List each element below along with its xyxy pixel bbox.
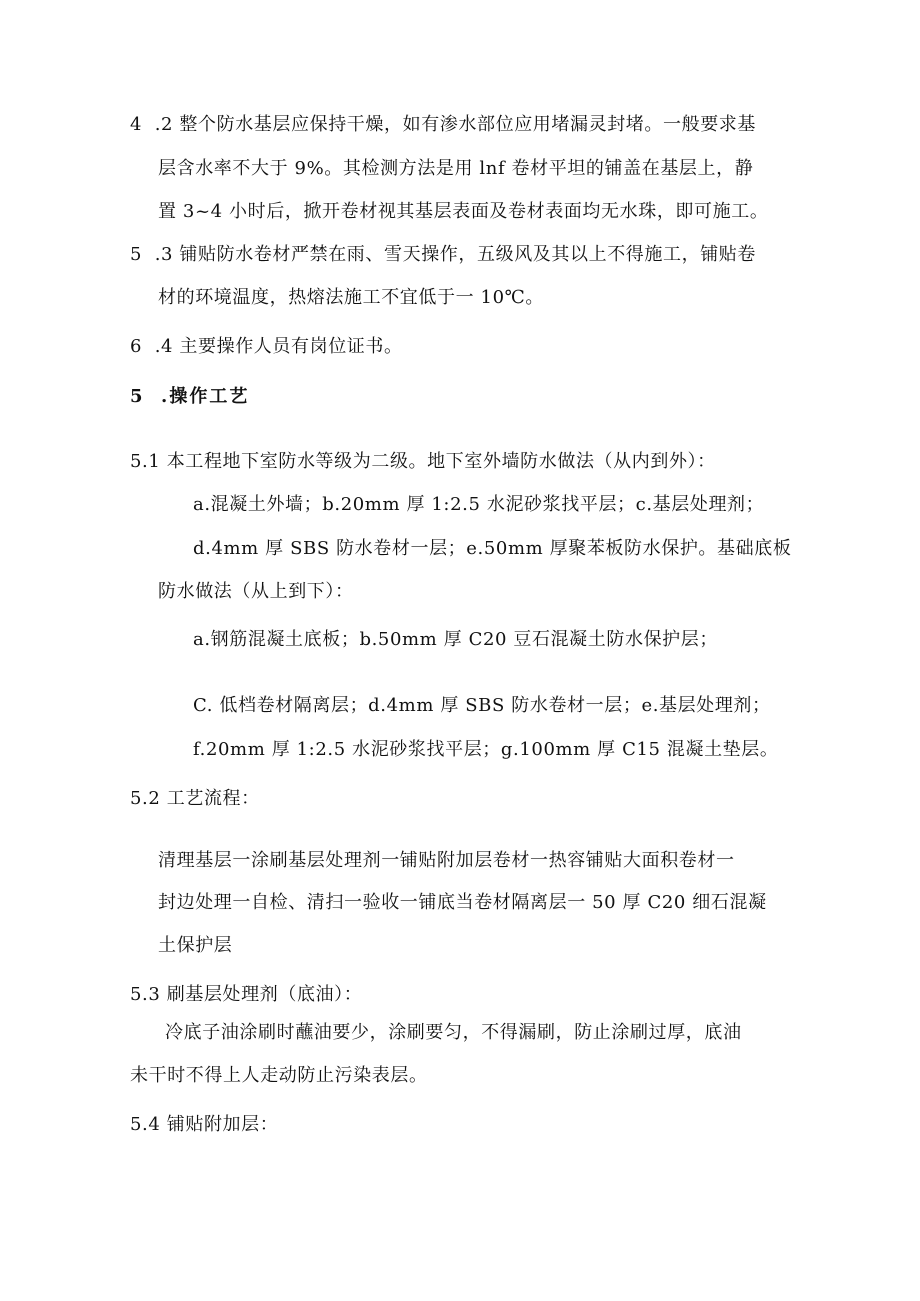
clause-4-2-line-2: 层含水率不大于 9%。其检测方法是用 lnf 卷材平坦的铺盖在基层上，静 <box>158 158 754 179</box>
para-5-1-line-3: d.4mm 厚 SBS 防水卷材一层；e.50mm 厚聚苯板防水保护。基础底板 <box>193 538 792 559</box>
para-5-2-heading: 5.2 工艺流程： <box>130 788 260 809</box>
clause-5-3-line-1: 5 .3 铺贴防水卷材严禁在雨、雪天操作，五级风及其以上不得施工，铺贴卷 <box>130 244 756 265</box>
para-5-2-line-2: 封边处理一自检、清扫一验收一铺底当卷材隔离层一 50 厚 C20 细石混凝 <box>158 892 767 913</box>
para-5-3-heading: 5.3 刷基层处理剂（底油）： <box>130 984 363 1005</box>
clause-4-2-line-3: 置 3~4 小时后，掀开卷材视其基层表面及卷材表面均无水珠，即可施工。 <box>158 201 769 222</box>
para-5-1-line-7: f.20mm 厚 1:2.5 水泥砂浆找平层；g.100mm 厚 C15 混凝土垫层。 <box>193 739 779 760</box>
para-5-1-line-6: C. 低档卷材隔离层；d.4mm 厚 SBS 防水卷材一层；e.基层处理剂； <box>193 695 771 716</box>
clause-6-4-line-1: 6 .4 主要操作人员有岗位证书。 <box>130 336 403 357</box>
clause-5-3-line-2: 材的环境温度，热熔法施工不宜低于一 10℃。 <box>158 287 544 308</box>
para-5-3-line-2: 未干时不得上人走动防止污染表层。 <box>130 1065 428 1086</box>
para-5-2-line-1: 清理基层一涂刷基层处理剂一铺贴附加层卷材一热容铺贴大面积卷材一 <box>158 850 735 871</box>
para-5-1-line-4: 防水做法（从上到下）： <box>158 581 354 602</box>
para-5-3-line-1: 冷底子油涂刷时蘸油要少，涂刷要匀，不得漏刷，防止涂刷过厚，底油 <box>165 1022 742 1043</box>
section-heading-5: 5 .操作工艺 <box>130 386 250 407</box>
clause-4-2-line-1: 4 .2 整个防水基层应保持干燥，如有渗水部位应用堵漏灵封堵。一般要求基 <box>130 114 756 135</box>
para-5-1-line-1: 5.1 本工程地下室防水等级为二级。地下室外墙防水做法（从内到外）： <box>130 451 716 472</box>
para-5-1-line-5: a.钢筋混凝土底板；b.50mm 厚 C20 豆石混凝土防水保护层； <box>193 629 718 650</box>
para-5-2-line-3: 土保护层 <box>158 935 233 956</box>
para-5-4-heading: 5.4 铺贴附加层： <box>130 1114 279 1135</box>
para-5-1-line-2: a.混凝土外墙；b.20mm 厚 1:2.5 水泥砂浆找平层；c.基层处理剂； <box>193 494 765 515</box>
